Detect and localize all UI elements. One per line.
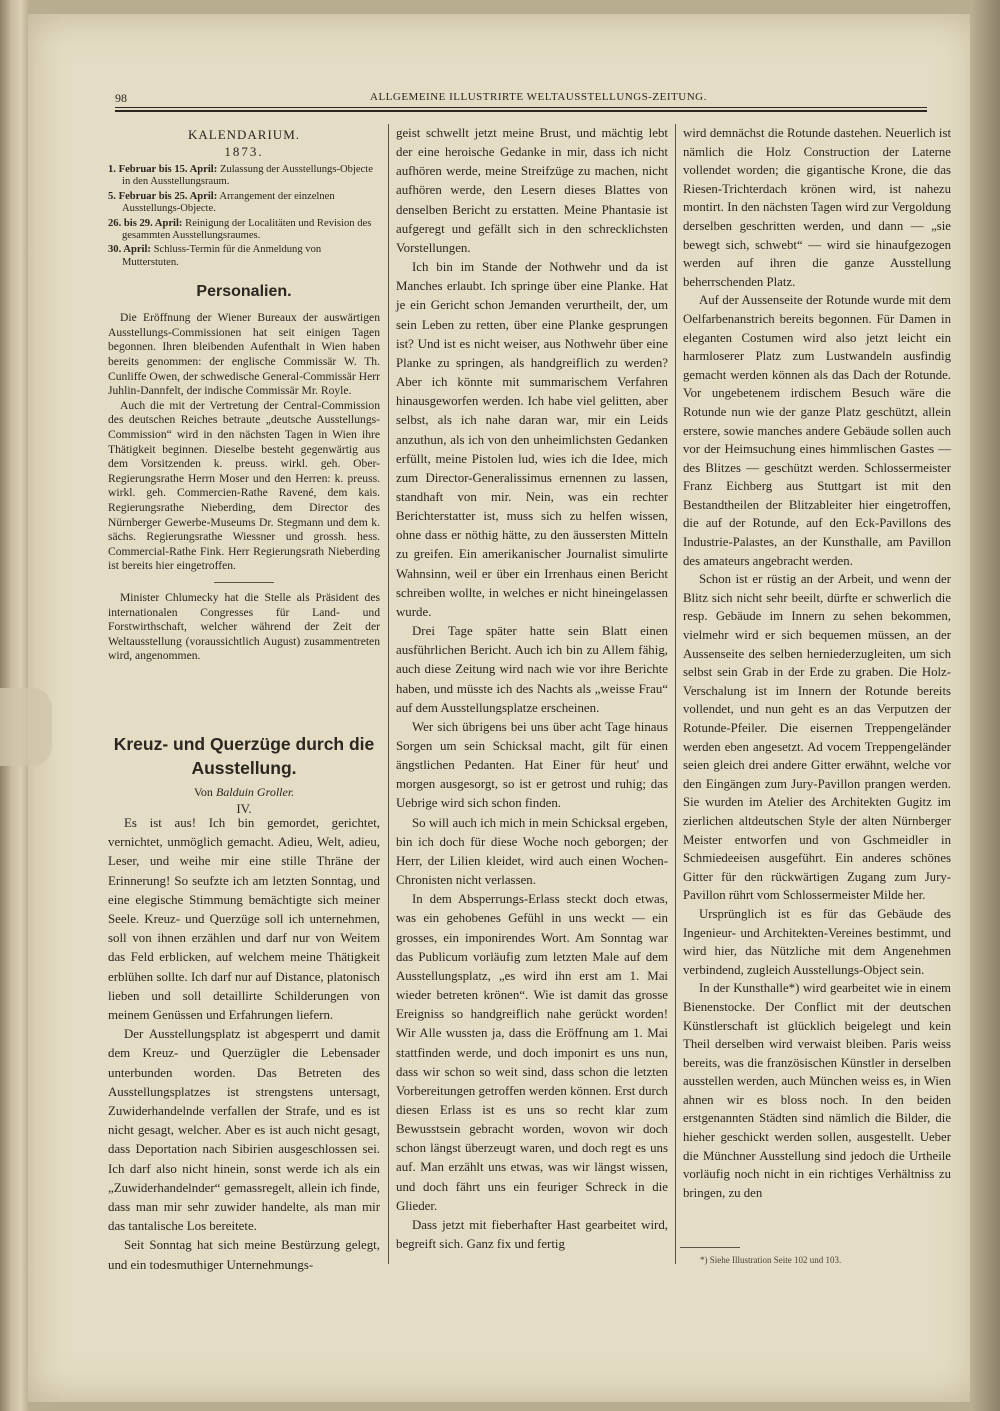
entry-date: 5. Februar bis 25. April: [108, 190, 218, 202]
page-number: 98 [115, 91, 127, 105]
paragraph: In dem Absperrungs-Erlass steckt doch etwas, was ein gehobenes Gefühl in uns weckt — ein grosses, ein imponirendes Wort. Am Sonntag war das Publicum vorläufig zum letzten Male auf dem Ausstellungsplatz, „es wird ihn erst am 1. Mai wieder betreten krönen“. Wie ist damit das grosse Ereigniss so handgreiflich nahe gerückt worden! Wir Alle wussten ja, dass die Eröffnung am 1. Mai stattfinden werde, und doch imponirt es uns nun, dass wir schon so weit sind, dass schon die letzten Vorbereitungen getroffen werden können. Erst durch diesen Erlass ist es uns so recht klar zum Bewusstsein gebracht worden, wovon wir doch schon längst überzeugt waren, und doch regt es uns auf. Man erzählt uns etwas, was wir längst wissen, und doch fährt uns ein feuriger Schreck in die Glieder. [396, 892, 668, 1213]
article-column-3 [683, 124, 951, 1202]
paragraph: wird demnächst die Rotunde dastehen. Neuerlich ist nämlich die Holz Construction der Laterne vollendet worden; die gigantische Krone, die das Riesen-Trichterdach krönen wird, ist nahezu montirt. In den nächsten Tagen wird zur Vergoldung derselben geschritten werden, und dann — „sie bewegt sich, schwebt“ — wird sie hinaufgezogen werden auf ihren die ganze Ausstellung beherrschenden Platz. [683, 126, 951, 289]
paragraph: Auch die mit der Vertretung der Central-Commission des deutschen Reiches betraute „deutsche Ausstellungs-Commission“ wird in den nächsten Tagen in Wien ihre Thätigkeit beginnen. Dieselbe besteht gegenwärtig aus dem Vorsitzenden k. preuss. wirkl. geh. Ober-Regierungsrathe Herrn Moser und den Herren: k. preuss. wirkl. geh. Commercien-Rathe Ravené, dem kais. Regierungsrathe Nieberding, dem Director des Nürnberger Gewerbe-Museums Dr. Stegmann und dem k. sächs. Regierungsrathe Wiessner und grossh. hess. Commercial-Rathe Fink. Herr Regierungsrath Nieberding ist bereits hier eingetroffen. [108, 398, 380, 573]
entry-date: 30. April: [108, 244, 151, 256]
paragraph: So will auch ich mich in mein Schicksal ergeben, bin ich doch für diese Woche noch geborgen; der Herr, der Lilien kleidet, wird auch einen Wochen-Chronisten nicht verlassen. [396, 815, 668, 888]
paragraph: Dass jetzt mit fieberhafter Hast gearbeitet wird, begreift sich. Ganz fix und fertig [396, 1217, 668, 1252]
author: Balduin Groller. [215, 785, 295, 799]
paragraph: Minister Chlumecky hat die Stelle als Präsident des internationalen Congresses für Land- und Forstwirthschaft, welcher während der Zeit der Weltausstellung (voraussichtlich August) zusammentreten wird, angenommen. [108, 590, 380, 663]
paragraph: Schon ist er rüstig an der Arbeit, und wenn der Blitz sich nicht sehr beeilt, dürfte er schwerlich die resp. Gebäude im Innern zu sehen bekommen, vielmehr wird er sich bequemen müssen, an der Aussenseite des selben herniederzugleiten, um sich selbst sein Grab in der Erde zu graben. Die Holz-Verschalung ist im Innern der Rotunde bereits vollendet, und nun geht es an das Verputzen der Rotunde-Pfeiler. Die eisernen Treppengeländer werden eben angesetzt. Ad vocem Treppengeländer seien gleich drei andere Gitter erwähnt, welche vor den Eingängen zum Jury-Pavillon prangen werden. Sie wurden im Atelier des Architekten Gugitz im zierlichen altdeutschen Style der alten Nürnberger Meister entworfen und von Gschmeidler in Schmiedeeisen ausgeführt. Ein anderes schönes Gitter für den rückwärtigen Zugang zum Jury-Pavillon rührt vom Schlossermeister Milde her. [683, 572, 951, 903]
paragraph: Es ist aus! Ich bin gemordet, gerichtet, vernichtet, unmöglich gemacht. Adieu, Welt, adieu, Leser, und weihe mir eine stille Thräne der Erinnerung! So seufzte ich am letzten Sonntag, und eine elegische Stimmung bemächtigte sich meiner Seele. Kreuz- und Querzüge soll ich unternehmen, soll von ihnen erzählen und darf nur von Weitem das Feld erblicken, auf welchem meine Thätigkeit erblühen sollte. Ich darf nur auf Distance, platonisch lieben und soll detaillirte Schilderungen von meinem Genüssen und Erfahrungen liefern. [108, 816, 380, 1023]
article-column-2 [396, 124, 668, 1254]
page-header [115, 90, 927, 120]
entry-date: 26. bis 29. April: [108, 217, 183, 229]
paragraph: Ich bin im Stande der Nothwehr und da ist Manches erlaubt. Ich springe über eine Planke. Hat je ein Gericht schon Jemanden verurtheilt, der, um sein Leben zu retten, über eine Planke gesprungen ist? Und ist es nicht weiser, aus Nothwehr über eine Planke zu springen, als handgreiflich zu werden? Aber ich könnte mit summarischem Verfahren hinausgeworfen werden. Ich habe viel gelitten, aber selbst, als ich nahe daran war, mir ein Leids anzuthun, als ich von den unheimlichsten Gedanken erfüllt, meine Pistolen lud, wies ich die Idee, mich zum Director-Generalissimus ernennen zu lassen, standhaft von mir. Nein, was ein rechter Berichterstatter ist, muss sich zu helfen wissen, ohne dass er nöthig hätte, zu den äussersten Mitteln zu greifen. Ein amerikanischer Journalist simulirte Wahnsinn, weil er über ein Irrenhaus einen Bericht schreiben wollte, in welches er nicht hineingelassen wurde. [396, 260, 668, 619]
entry-text: Arrangement der einzelnen Ausstellungs-Objecte. [122, 190, 335, 215]
paragraph: Drei Tage später hatte sein Blatt einen ausführlichen Bericht. Auch ich bin zu Allem fähig, auch diese Zeitung wird nach wie vor ihre Berichte haben, und müsste ich des Nachts als „weisse Frau“ auf dem Ausstellungsplatze erscheinen. [396, 624, 668, 715]
kalendarium-year: 1873. [224, 144, 264, 159]
paragraph: Die Eröffnung der Wiener Bureaux der auswärtigen Ausstellungs-Commissionen hat seit einigen Tagen begonnen. Ihren bleibenden Aufenthalt in Wien haben bereits genommen: der englische Commissär W. Th. Cunliffe Owen, der schwedische General-Commissär Herr Juhlin-Dannfelt, der indische Commissär Mr. Royle. [108, 311, 380, 398]
paragraph: Seit Sonntag hat sich meine Bestürzung gelegt, und ein todesmuthiger Unternehmungs- [108, 1238, 380, 1272]
separator [214, 582, 274, 583]
kalendarium-entry [108, 218, 380, 243]
article-title: Kreuz- und Querzüge durch die Ausstellung. [113, 734, 375, 778]
page-edge-shadow [970, 0, 1000, 1411]
byline [108, 784, 380, 800]
kalendarium-entry [108, 164, 380, 189]
entry-text: Zulassung der Ausstellungs-Objecte in den Ausstellungsraum. [122, 164, 373, 188]
paragraph: In der Kunsthalle*) wird gearbeitet wie in einem Bienenstocke. Der Conflict mit der deutschen Künstlerschaft ist glücklich beigelegt und kein Theil derselben wird verwaist bleiben. Paris weiss bereits, was die französischen Künstler in derselben ausstellen werden, auch München weiss es, in Wien ahnen wir es bloss noch. In den beiden erstgenannten Städten sind nämlich die Bilder, die hieher geschickt werden sollen, ausgestellt. Ueber die Münchner Ausstellung sind jedoch die Urtheile vorläufig noch nicht in ein richtiges Verhältniss zu bringen, zu den [683, 981, 951, 1200]
kalendarium [108, 126, 380, 269]
kalendarium-title: KALENDARIUM. [187, 127, 301, 142]
paragraph: Ursprünglich ist es für das Gebäude des Ingenieur- und Architekten-Vereines bestimmt, und wird hier, das Nützliche mit dem Angenehmen verbindend, zugleich Ausstellungs-Object sein. [683, 906, 951, 977]
article-column-1 [108, 814, 380, 1275]
footnote-rule [680, 1247, 740, 1248]
column-1 [108, 126, 380, 664]
part-number: IV. [236, 801, 252, 816]
footnote: *) Siehe Illustration Seite 102 und 103. [700, 1255, 842, 1265]
personalien-body [108, 311, 380, 664]
column-divider [388, 124, 389, 1264]
paragraph: Der Ausstellungsplatz ist abgesperrt und damit dem Kreuz- und Querzügler die Lebensader unterbunden worden. Das Betreten des Ausstellungsplatzes ist strengstens untersagt, Zuwiderhandelnde verfallen der Strafe, und es ist nicht gesagt, welcher. Aber es ist auch nicht gesagt, dass Deportation nach Sibirien ausgeschlossen sei. Ich darf also nicht hinein, sonst werde ich als ein „Zuwiderhandelnder“ gemassregelt, allein ich finde, dass man mir sehr zuwider handelte, als man mir das tantalische Los bereitete. [108, 1027, 380, 1234]
entry-text: Reinigung der Localitäten und Revision des gesammten Ausstellungsraumes. [122, 217, 372, 242]
paragraph: geist schwellt jetzt meine Brust, und mächtig lebt der eine heroische Gedanke in mir, dass ich nicht aufhören werde, meine Streifzüge zu machen, nicht aufhören werde, den Lesern dieses Blattes von denselben Bericht zu erstatten. Meine Phantasie ist aufgeregt und gefällt sich in den schrecklichsten Vorstellungen. [396, 126, 668, 255]
header-rule [115, 107, 927, 108]
paragraph: Auf der Aussenseite der Rotunde wurde mit dem Oelfarbenanstrich bereits begonnen. Für Damen in eleganten Costumen wird also jetzt leicht ein harmloserer Platz zum Lustwandeln ausfindig gemacht werden können als das Dach der Rotunde. Vor ungebetenem irdischem Besuch wäre die Rotunde nun wie der ganze Platz geschützt, allein erstere, sowie manches andere Gebäude sollen auch vor der Heimsuchung eines himmlischen Gastes — des Blitzes — geschützt werden. Schlossermeister Franz Eichberg aus Stuttgart ist mit den Bestandtheilen der Blitzableiter hier eingetroffen, die auf der Rotunde, auf den Eck-Pavillons des Industrie-Palastes, an der Kunsthalle, am Pavillon des amateurs angebracht werden. [683, 293, 951, 568]
kalendarium-entry [108, 191, 380, 216]
entry-text: Schluss-Termin für die Anmeldung von Mutterstuten. [122, 244, 322, 268]
entry-date: 1. Februar bis 15. April: [108, 164, 218, 175]
header-rule-thick [115, 110, 927, 112]
binding-tab [0, 688, 52, 766]
paragraph: Wer sich übrigens bei uns über acht Tage hinaus Sorgen um sein Schicksal macht, gilt für einen ängstlichen Pedanten. Hat Einer für heut' und morgen ausgesorgt, so ist er getrost und ruhig; das Uebrige wird sich schon finden. [396, 719, 668, 811]
article-heading [108, 732, 380, 817]
kalendarium-entry [108, 244, 380, 269]
byline-prefix: Von [193, 785, 213, 799]
personalien-title: Personalien. [196, 283, 292, 301]
column-divider [675, 124, 676, 1264]
running-title: ALLGEMEINE ILLUSTRIRTE WELTAUSSTELLUNGS-ZEITUNG. [370, 91, 707, 103]
